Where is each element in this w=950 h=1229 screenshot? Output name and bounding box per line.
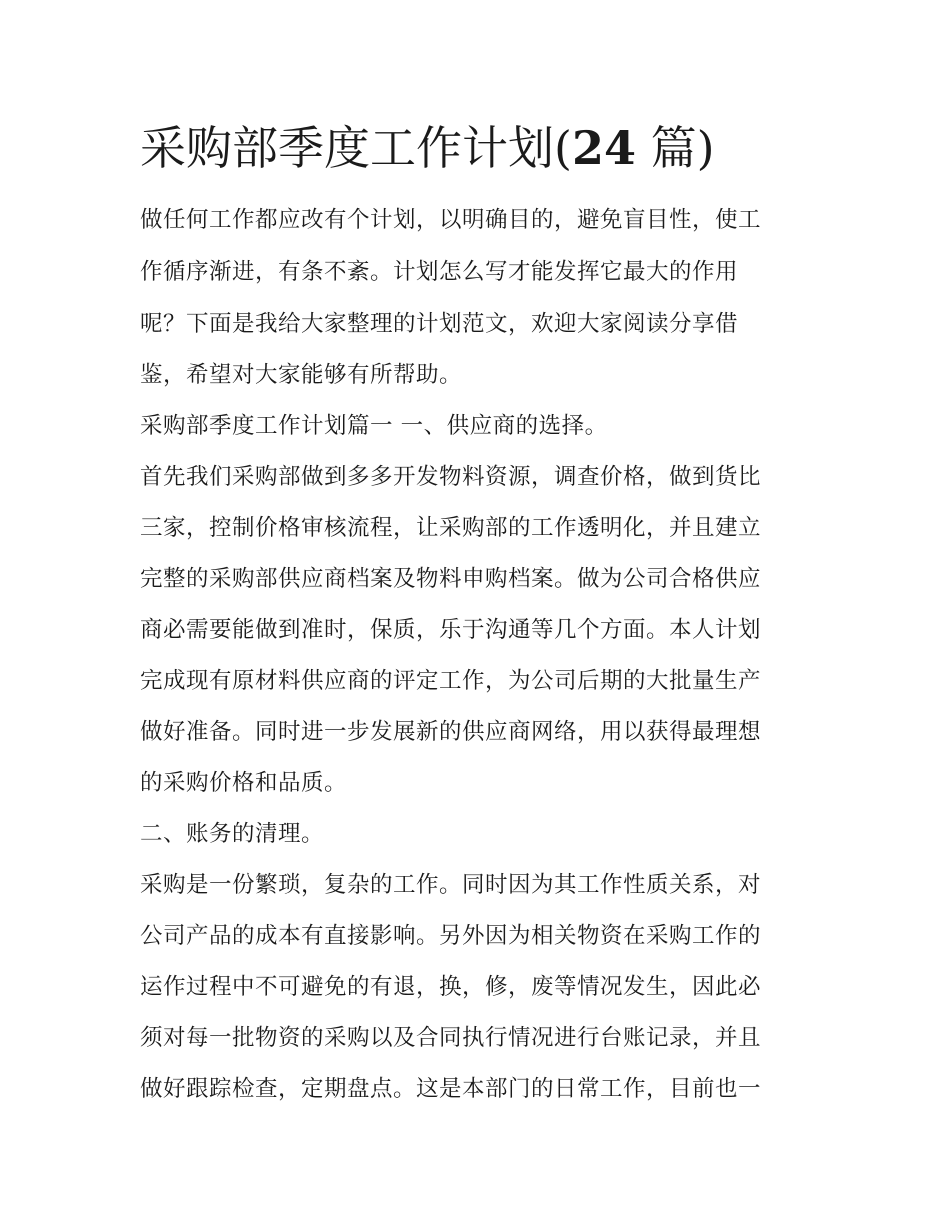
paragraph-line: 公司产品的成本有直接影响。另外因为相关物资在采购工作的 (140, 923, 762, 949)
paragraph-line: 采购是一份繁琐，复杂的工作。同时因为其工作性质关系，对 (140, 872, 762, 898)
paragraph-line: 鉴，希望对大家能够有所帮助。 (140, 362, 463, 388)
section-heading: 二、账务的清理。 (140, 821, 325, 847)
paragraph-line: 首先我们采购部做到多多开发物料资源，调查价格，做到货比 (140, 464, 762, 490)
paragraph-line: 完整的采购部供应商档案及物料申购档案。做为公司合格供应 (140, 566, 762, 592)
paragraph-line: 作循序渐进，有条不紊。计划怎么写才能发挥它最大的作用 (140, 259, 739, 285)
paragraph-line: 做好跟踪检查，定期盘点。这是本部门的日常工作，目前也一 (140, 1076, 762, 1102)
paragraph-line: 三家，控制价格审核流程，让采购部的工作透明化，并且建立 (140, 515, 762, 541)
section-heading: 采购部季度工作计划篇一 一、供应商的选择。 (140, 413, 608, 439)
paragraph-line: 做任何工作都应改有个计划，以明确目的，避免盲目性，使工 (140, 207, 762, 233)
paragraph-line: 运作过程中不可避免的有退，换，修，废等情况发生，因此必 (140, 974, 762, 1000)
paragraph-line: 须对每一批物资的采购以及合同执行情况进行台账记录，并且 (140, 1025, 762, 1051)
paragraph-line: 完成现有原材料供应商的评定工作，为公司后期的大批量生产 (140, 668, 762, 694)
paragraph-line: 做好准备。同时进一步发展新的供应商网络，用以获得最理想 (140, 719, 762, 745)
paragraph-line: 呢？下面是我给大家整理的计划范文，欢迎大家阅读分享借 (140, 311, 739, 337)
paragraph-line: 商必需要能做到准时，保质，乐于沟通等几个方面。本人计划 (140, 617, 762, 643)
document-title: 采购部季度工作计划(24 篇) (140, 121, 715, 175)
paragraph-line: 的采购价格和品质。 (140, 770, 348, 796)
title-count: 24 (571, 121, 636, 175)
